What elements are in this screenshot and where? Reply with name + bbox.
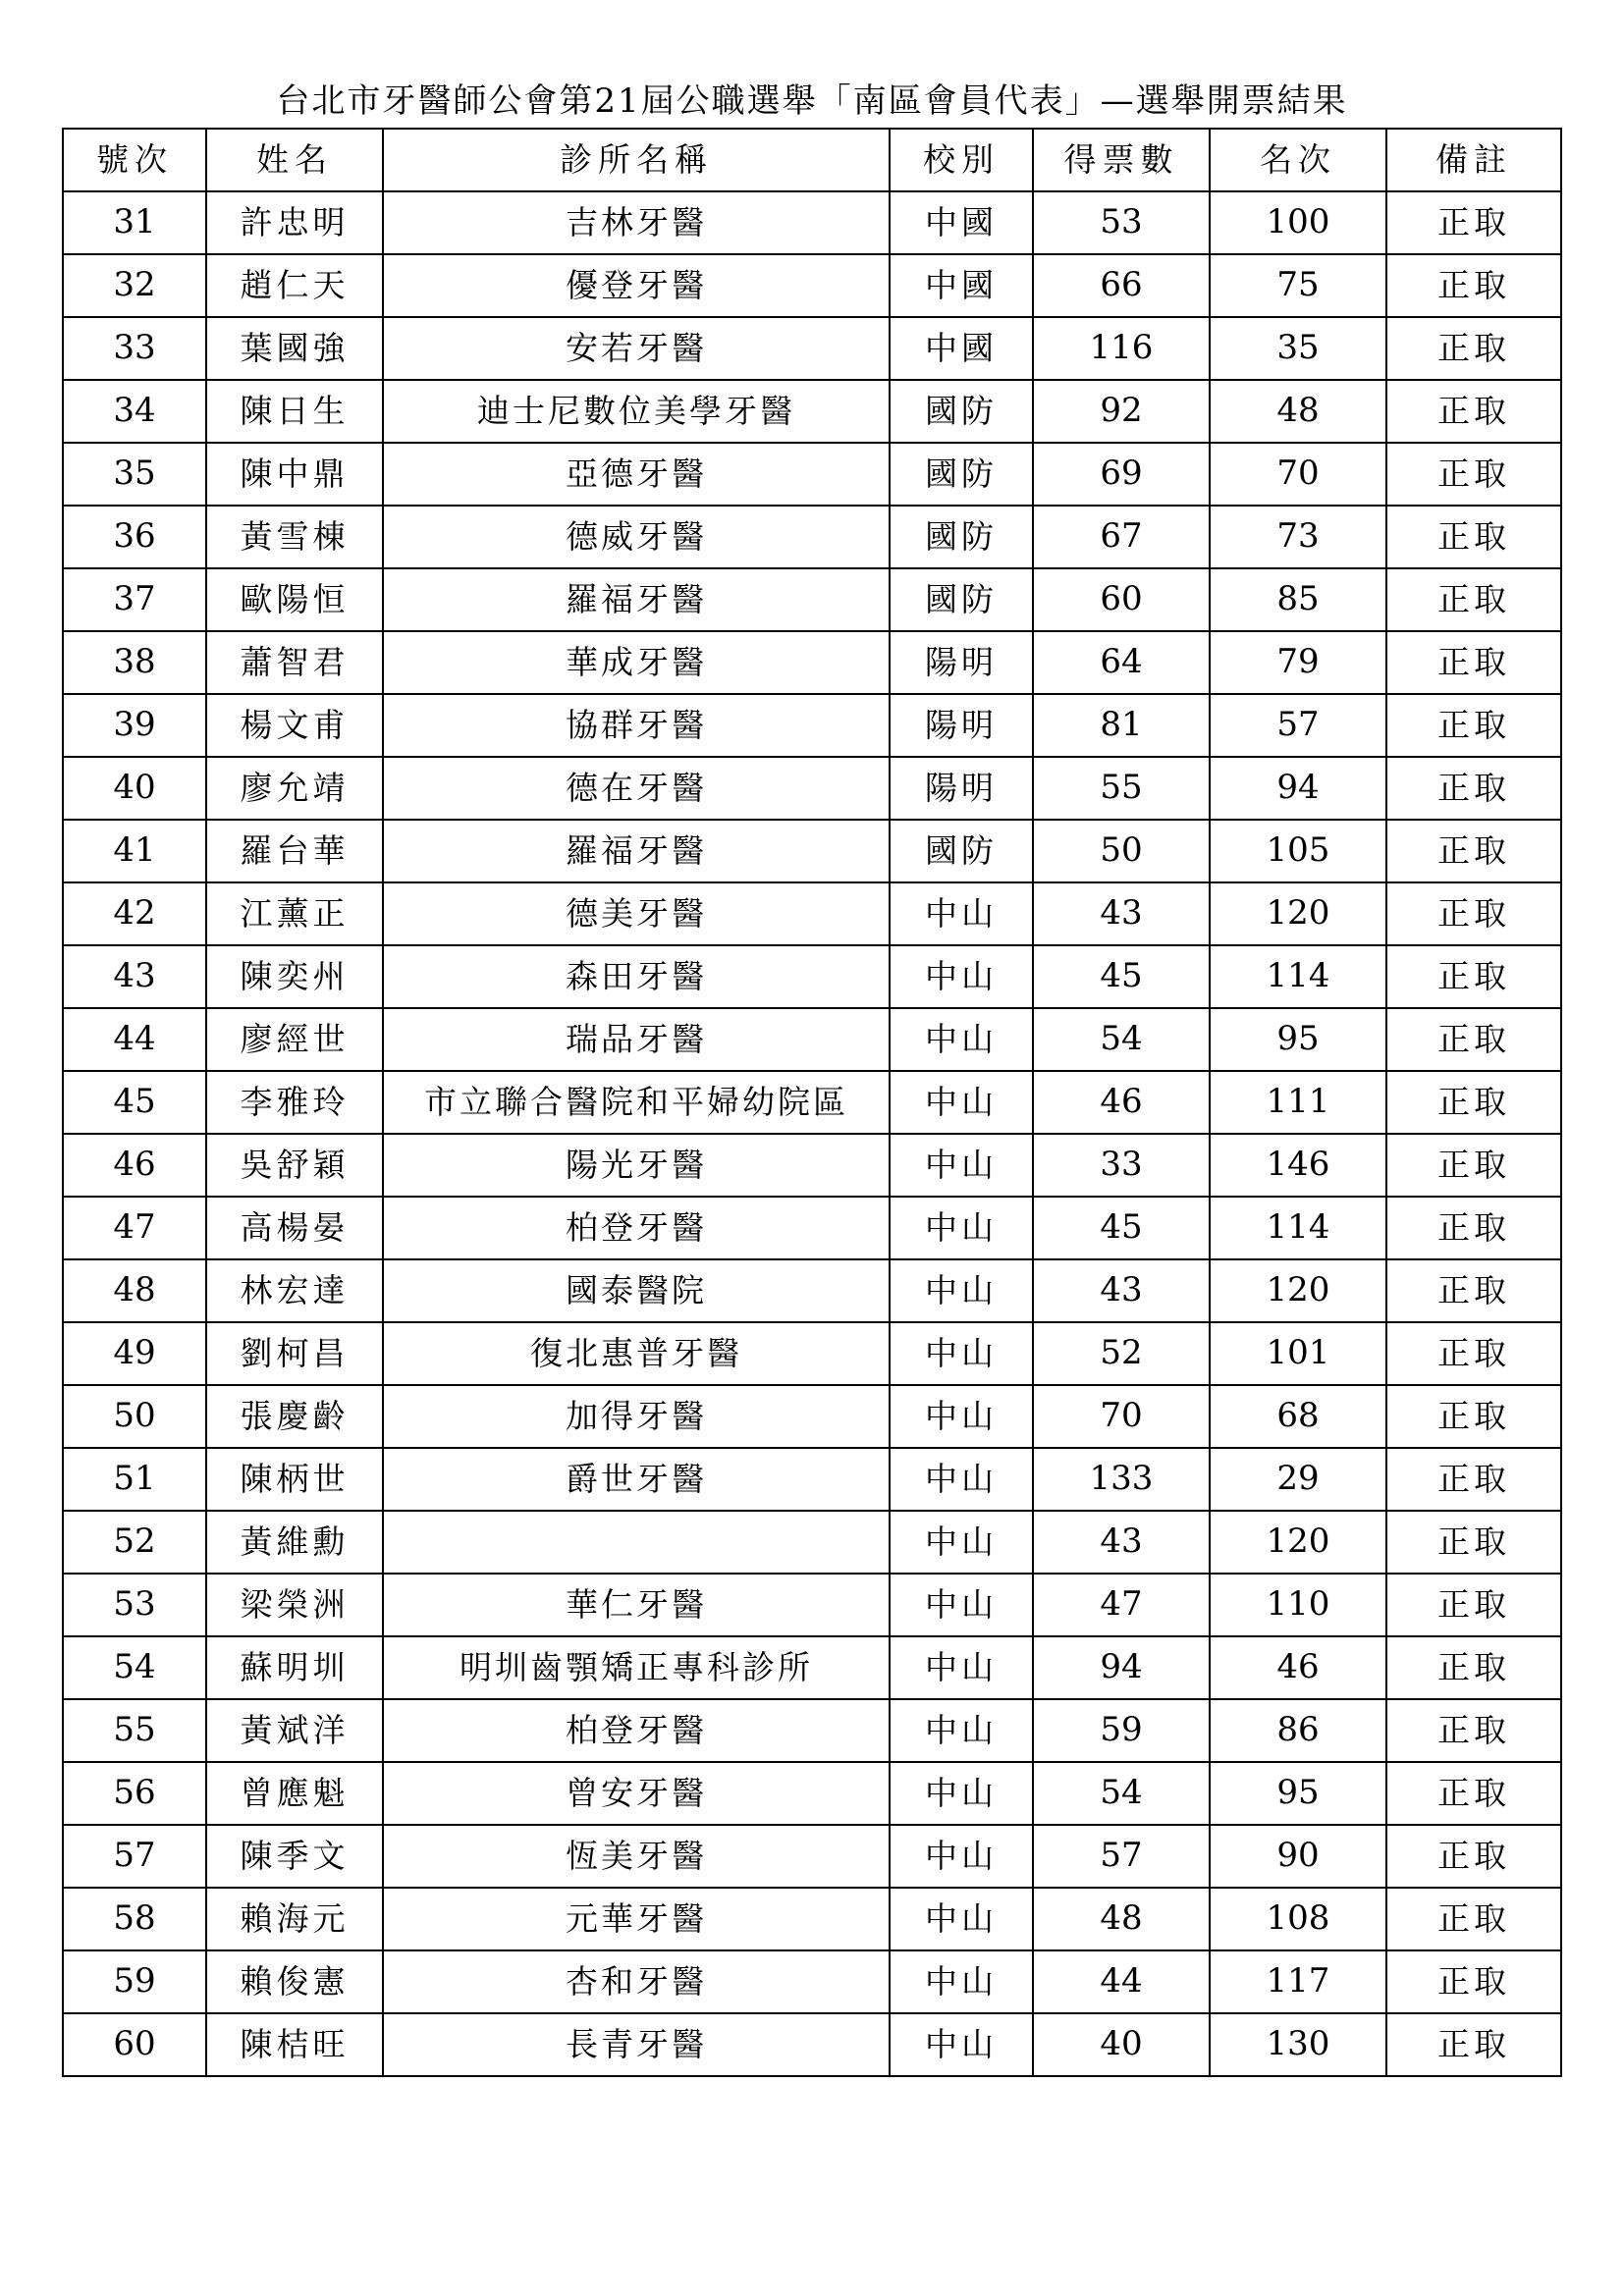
table-row bbox=[63, 1888, 1561, 1950]
cell-votes: 57 bbox=[1033, 1825, 1210, 1888]
table-row bbox=[63, 1511, 1561, 1574]
table-row bbox=[63, 443, 1561, 506]
table-row bbox=[63, 1574, 1561, 1636]
cell-note: 正取 bbox=[1386, 631, 1561, 694]
cell-school: 陽明 bbox=[890, 757, 1033, 820]
cell-votes: 44 bbox=[1033, 1950, 1210, 2013]
cell-school: 中山 bbox=[890, 882, 1033, 945]
cell-name: 黃維勳 bbox=[206, 1511, 383, 1574]
cell-clinic: 安若牙醫 bbox=[383, 317, 890, 380]
cell-school: 中山 bbox=[890, 1448, 1033, 1511]
cell-clinic: 亞德牙醫 bbox=[383, 443, 890, 506]
cell-votes: 46 bbox=[1033, 1071, 1210, 1134]
cell-note: 正取 bbox=[1386, 1762, 1561, 1825]
column-header-rank: 名次 bbox=[1210, 129, 1386, 191]
cell-number: 51 bbox=[63, 1448, 206, 1511]
cell-clinic: 加得牙醫 bbox=[383, 1385, 890, 1448]
cell-name: 林宏達 bbox=[206, 1259, 383, 1322]
cell-clinic: 復北惠普牙醫 bbox=[383, 1322, 890, 1385]
cell-note: 正取 bbox=[1386, 1448, 1561, 1511]
cell-number: 36 bbox=[63, 506, 206, 568]
table-row bbox=[63, 568, 1561, 631]
cell-note: 正取 bbox=[1386, 380, 1561, 443]
table-row bbox=[63, 820, 1561, 882]
cell-note: 正取 bbox=[1386, 1197, 1561, 1259]
cell-note: 正取 bbox=[1386, 1888, 1561, 1950]
cell-clinic: 柏登牙醫 bbox=[383, 1699, 890, 1762]
cell-rank: 46 bbox=[1210, 1636, 1386, 1699]
cell-school: 陽明 bbox=[890, 631, 1033, 694]
cell-rank: 120 bbox=[1210, 1511, 1386, 1574]
column-header-clinic: 診所名稱 bbox=[383, 129, 890, 191]
table-row bbox=[63, 1762, 1561, 1825]
cell-number: 41 bbox=[63, 820, 206, 882]
table-row bbox=[63, 1448, 1561, 1511]
cell-number: 32 bbox=[63, 254, 206, 317]
cell-votes: 33 bbox=[1033, 1134, 1210, 1197]
table-row bbox=[63, 1134, 1561, 1197]
page-title: 台北市牙醫師公會第21屆公職選舉「南區會員代表」—選舉開票結果 bbox=[276, 81, 1348, 121]
cell-clinic: 明圳齒顎矯正專科診所 bbox=[383, 1636, 890, 1699]
results-body bbox=[63, 191, 1561, 2076]
column-header-school: 校別 bbox=[890, 129, 1033, 191]
cell-number: 53 bbox=[63, 1574, 206, 1636]
cell-clinic: 森田牙醫 bbox=[383, 945, 890, 1008]
table-row bbox=[63, 191, 1561, 254]
cell-rank: 120 bbox=[1210, 882, 1386, 945]
cell-rank: 79 bbox=[1210, 631, 1386, 694]
cell-school: 中山 bbox=[890, 945, 1033, 1008]
cell-clinic: 國泰醫院 bbox=[383, 1259, 890, 1322]
cell-clinic: 恆美牙醫 bbox=[383, 1825, 890, 1888]
cell-note: 正取 bbox=[1386, 694, 1561, 757]
cell-rank: 70 bbox=[1210, 443, 1386, 506]
cell-number: 50 bbox=[63, 1385, 206, 1448]
cell-number: 46 bbox=[63, 1134, 206, 1197]
table-row bbox=[63, 317, 1561, 380]
cell-school: 中山 bbox=[890, 1636, 1033, 1699]
cell-school: 中山 bbox=[890, 1197, 1033, 1259]
cell-note: 正取 bbox=[1386, 317, 1561, 380]
cell-number: 38 bbox=[63, 631, 206, 694]
cell-number: 56 bbox=[63, 1762, 206, 1825]
table-row bbox=[63, 1259, 1561, 1322]
cell-number: 52 bbox=[63, 1511, 206, 1574]
cell-clinic bbox=[383, 1511, 890, 1574]
cell-votes: 43 bbox=[1033, 1511, 1210, 1574]
cell-rank: 86 bbox=[1210, 1699, 1386, 1762]
cell-votes: 67 bbox=[1033, 506, 1210, 568]
cell-clinic: 德在牙醫 bbox=[383, 757, 890, 820]
cell-name: 張慶齡 bbox=[206, 1385, 383, 1448]
cell-votes: 43 bbox=[1033, 1259, 1210, 1322]
table-row bbox=[63, 945, 1561, 1008]
cell-votes: 64 bbox=[1033, 631, 1210, 694]
cell-school: 中山 bbox=[890, 1511, 1033, 1574]
cell-clinic: 曾安牙醫 bbox=[383, 1762, 890, 1825]
cell-rank: 117 bbox=[1210, 1950, 1386, 2013]
column-header-votes: 得票數 bbox=[1033, 129, 1210, 191]
cell-number: 31 bbox=[63, 191, 206, 254]
cell-school: 中國 bbox=[890, 191, 1033, 254]
table-row bbox=[63, 631, 1561, 694]
cell-clinic: 華成牙醫 bbox=[383, 631, 890, 694]
cell-school: 中山 bbox=[890, 1762, 1033, 1825]
cell-clinic: 羅福牙醫 bbox=[383, 568, 890, 631]
election-results-table bbox=[62, 128, 1562, 2077]
cell-school: 中山 bbox=[890, 1259, 1033, 1322]
cell-name: 蕭智君 bbox=[206, 631, 383, 694]
cell-votes: 47 bbox=[1033, 1574, 1210, 1636]
table-row bbox=[63, 2013, 1561, 2076]
cell-note: 正取 bbox=[1386, 1511, 1561, 1574]
cell-note: 正取 bbox=[1386, 1950, 1561, 2013]
column-header-number: 號次 bbox=[63, 129, 206, 191]
cell-note: 正取 bbox=[1386, 820, 1561, 882]
cell-name: 陳日生 bbox=[206, 380, 383, 443]
cell-note: 正取 bbox=[1386, 1385, 1561, 1448]
cell-note: 正取 bbox=[1386, 1636, 1561, 1699]
cell-name: 陳桔旺 bbox=[206, 2013, 383, 2076]
cell-clinic: 杏和牙醫 bbox=[383, 1950, 890, 2013]
cell-clinic: 優登牙醫 bbox=[383, 254, 890, 317]
cell-number: 48 bbox=[63, 1259, 206, 1322]
cell-school: 國防 bbox=[890, 820, 1033, 882]
cell-number: 58 bbox=[63, 1888, 206, 1950]
table-row bbox=[63, 1950, 1561, 2013]
cell-school: 中山 bbox=[890, 1825, 1033, 1888]
cell-votes: 59 bbox=[1033, 1699, 1210, 1762]
table-row bbox=[63, 757, 1561, 820]
cell-note: 正取 bbox=[1386, 1071, 1561, 1134]
cell-votes: 60 bbox=[1033, 568, 1210, 631]
cell-votes: 66 bbox=[1033, 254, 1210, 317]
cell-rank: 100 bbox=[1210, 191, 1386, 254]
cell-number: 34 bbox=[63, 380, 206, 443]
cell-note: 正取 bbox=[1386, 506, 1561, 568]
cell-rank: 108 bbox=[1210, 1888, 1386, 1950]
cell-rank: 73 bbox=[1210, 506, 1386, 568]
cell-rank: 68 bbox=[1210, 1385, 1386, 1448]
cell-school: 中山 bbox=[890, 1699, 1033, 1762]
cell-votes: 53 bbox=[1033, 191, 1210, 254]
cell-rank: 94 bbox=[1210, 757, 1386, 820]
cell-number: 57 bbox=[63, 1825, 206, 1888]
cell-votes: 54 bbox=[1033, 1762, 1210, 1825]
table-row bbox=[63, 1322, 1561, 1385]
cell-name: 梁榮洲 bbox=[206, 1574, 383, 1636]
cell-name: 劉柯昌 bbox=[206, 1322, 383, 1385]
cell-school: 中山 bbox=[890, 1134, 1033, 1197]
cell-name: 羅台華 bbox=[206, 820, 383, 882]
cell-votes: 48 bbox=[1033, 1888, 1210, 1950]
cell-name: 歐陽恒 bbox=[206, 568, 383, 631]
cell-rank: 101 bbox=[1210, 1322, 1386, 1385]
cell-school: 中山 bbox=[890, 1071, 1033, 1134]
cell-note: 正取 bbox=[1386, 568, 1561, 631]
cell-clinic: 華仁牙醫 bbox=[383, 1574, 890, 1636]
cell-name: 陳柄世 bbox=[206, 1448, 383, 1511]
cell-note: 正取 bbox=[1386, 191, 1561, 254]
column-header-note: 備註 bbox=[1386, 129, 1561, 191]
cell-clinic: 元華牙醫 bbox=[383, 1888, 890, 1950]
cell-note: 正取 bbox=[1386, 945, 1561, 1008]
cell-rank: 29 bbox=[1210, 1448, 1386, 1511]
cell-votes: 70 bbox=[1033, 1385, 1210, 1448]
cell-school: 中山 bbox=[890, 1008, 1033, 1071]
cell-clinic: 羅福牙醫 bbox=[383, 820, 890, 882]
cell-name: 李雅玲 bbox=[206, 1071, 383, 1134]
cell-name: 葉國強 bbox=[206, 317, 383, 380]
cell-rank: 110 bbox=[1210, 1574, 1386, 1636]
cell-clinic: 長青牙醫 bbox=[383, 2013, 890, 2076]
cell-clinic: 德威牙醫 bbox=[383, 506, 890, 568]
cell-school: 中山 bbox=[890, 2013, 1033, 2076]
cell-note: 正取 bbox=[1386, 1322, 1561, 1385]
cell-note: 正取 bbox=[1386, 757, 1561, 820]
cell-note: 正取 bbox=[1386, 882, 1561, 945]
cell-name: 曾應魁 bbox=[206, 1762, 383, 1825]
cell-clinic: 迪士尼數位美學牙醫 bbox=[383, 380, 890, 443]
cell-votes: 92 bbox=[1033, 380, 1210, 443]
cell-number: 49 bbox=[63, 1322, 206, 1385]
cell-school: 國防 bbox=[890, 443, 1033, 506]
cell-name: 賴海元 bbox=[206, 1888, 383, 1950]
cell-number: 44 bbox=[63, 1008, 206, 1071]
cell-note: 正取 bbox=[1386, 254, 1561, 317]
cell-name: 吳舒穎 bbox=[206, 1134, 383, 1197]
cell-votes: 43 bbox=[1033, 882, 1210, 945]
cell-rank: 120 bbox=[1210, 1259, 1386, 1322]
table-row bbox=[63, 882, 1561, 945]
cell-number: 43 bbox=[63, 945, 206, 1008]
table-row bbox=[63, 694, 1561, 757]
table-row bbox=[63, 1071, 1561, 1134]
cell-clinic: 瑞品牙醫 bbox=[383, 1008, 890, 1071]
cell-votes: 45 bbox=[1033, 945, 1210, 1008]
cell-note: 正取 bbox=[1386, 1699, 1561, 1762]
column-header-name: 姓名 bbox=[206, 129, 383, 191]
cell-school: 中國 bbox=[890, 254, 1033, 317]
cell-clinic: 吉林牙醫 bbox=[383, 191, 890, 254]
cell-name: 許忠明 bbox=[206, 191, 383, 254]
header-row bbox=[63, 129, 1561, 191]
cell-rank: 35 bbox=[1210, 317, 1386, 380]
cell-name: 廖允靖 bbox=[206, 757, 383, 820]
cell-rank: 146 bbox=[1210, 1134, 1386, 1197]
cell-votes: 116 bbox=[1033, 317, 1210, 380]
cell-clinic: 德美牙醫 bbox=[383, 882, 890, 945]
cell-clinic: 陽光牙醫 bbox=[383, 1134, 890, 1197]
cell-name: 陳季文 bbox=[206, 1825, 383, 1888]
cell-rank: 95 bbox=[1210, 1008, 1386, 1071]
cell-name: 陳奕州 bbox=[206, 945, 383, 1008]
cell-rank: 105 bbox=[1210, 820, 1386, 882]
table-row bbox=[63, 380, 1561, 443]
cell-clinic: 協群牙醫 bbox=[383, 694, 890, 757]
cell-note: 正取 bbox=[1386, 1574, 1561, 1636]
cell-note: 正取 bbox=[1386, 1825, 1561, 1888]
cell-school: 國防 bbox=[890, 506, 1033, 568]
table-row bbox=[63, 1385, 1561, 1448]
cell-note: 正取 bbox=[1386, 2013, 1561, 2076]
cell-name: 陳中鼎 bbox=[206, 443, 383, 506]
cell-rank: 130 bbox=[1210, 2013, 1386, 2076]
cell-number: 37 bbox=[63, 568, 206, 631]
cell-votes: 55 bbox=[1033, 757, 1210, 820]
cell-note: 正取 bbox=[1386, 1008, 1561, 1071]
cell-school: 國防 bbox=[890, 380, 1033, 443]
cell-votes: 94 bbox=[1033, 1636, 1210, 1699]
cell-school: 中山 bbox=[890, 1385, 1033, 1448]
cell-rank: 57 bbox=[1210, 694, 1386, 757]
cell-name: 楊文甫 bbox=[206, 694, 383, 757]
cell-name: 趙仁天 bbox=[206, 254, 383, 317]
cell-note: 正取 bbox=[1386, 1259, 1561, 1322]
cell-school: 中山 bbox=[890, 1950, 1033, 2013]
cell-votes: 45 bbox=[1033, 1197, 1210, 1259]
cell-clinic: 市立聯合醫院和平婦幼院區 bbox=[383, 1071, 890, 1134]
cell-rank: 48 bbox=[1210, 380, 1386, 443]
cell-number: 35 bbox=[63, 443, 206, 506]
cell-clinic: 柏登牙醫 bbox=[383, 1197, 890, 1259]
table-row bbox=[63, 1008, 1561, 1071]
cell-rank: 75 bbox=[1210, 254, 1386, 317]
table-row bbox=[63, 1636, 1561, 1699]
cell-rank: 95 bbox=[1210, 1762, 1386, 1825]
cell-number: 54 bbox=[63, 1636, 206, 1699]
table-row bbox=[63, 254, 1561, 317]
cell-votes: 81 bbox=[1033, 694, 1210, 757]
cell-rank: 114 bbox=[1210, 945, 1386, 1008]
cell-name: 廖經世 bbox=[206, 1008, 383, 1071]
cell-note: 正取 bbox=[1386, 443, 1561, 506]
cell-rank: 85 bbox=[1210, 568, 1386, 631]
cell-votes: 133 bbox=[1033, 1448, 1210, 1511]
cell-rank: 90 bbox=[1210, 1825, 1386, 1888]
cell-number: 59 bbox=[63, 1950, 206, 2013]
cell-school: 中山 bbox=[890, 1322, 1033, 1385]
cell-clinic: 爵世牙醫 bbox=[383, 1448, 890, 1511]
cell-rank: 114 bbox=[1210, 1197, 1386, 1259]
cell-number: 40 bbox=[63, 757, 206, 820]
cell-name: 江薰正 bbox=[206, 882, 383, 945]
cell-school: 中山 bbox=[890, 1888, 1033, 1950]
cell-number: 33 bbox=[63, 317, 206, 380]
cell-number: 39 bbox=[63, 694, 206, 757]
cell-name: 黃斌洋 bbox=[206, 1699, 383, 1762]
cell-number: 42 bbox=[63, 882, 206, 945]
table-row bbox=[63, 506, 1561, 568]
cell-school: 陽明 bbox=[890, 694, 1033, 757]
cell-school: 中山 bbox=[890, 1574, 1033, 1636]
cell-votes: 69 bbox=[1033, 443, 1210, 506]
cell-votes: 40 bbox=[1033, 2013, 1210, 2076]
cell-number: 47 bbox=[63, 1197, 206, 1259]
cell-number: 60 bbox=[63, 2013, 206, 2076]
cell-school: 國防 bbox=[890, 568, 1033, 631]
cell-votes: 52 bbox=[1033, 1322, 1210, 1385]
cell-school: 中國 bbox=[890, 317, 1033, 380]
table-row bbox=[63, 1197, 1561, 1259]
cell-votes: 54 bbox=[1033, 1008, 1210, 1071]
cell-votes: 50 bbox=[1033, 820, 1210, 882]
table-row bbox=[63, 1699, 1561, 1762]
cell-name: 蘇明圳 bbox=[206, 1636, 383, 1699]
cell-note: 正取 bbox=[1386, 1134, 1561, 1197]
cell-name: 高楊晏 bbox=[206, 1197, 383, 1259]
cell-number: 55 bbox=[63, 1699, 206, 1762]
cell-name: 賴俊憲 bbox=[206, 1950, 383, 2013]
cell-number: 45 bbox=[63, 1071, 206, 1134]
cell-rank: 111 bbox=[1210, 1071, 1386, 1134]
cell-name: 黃雪棟 bbox=[206, 506, 383, 568]
table-row bbox=[63, 1825, 1561, 1888]
